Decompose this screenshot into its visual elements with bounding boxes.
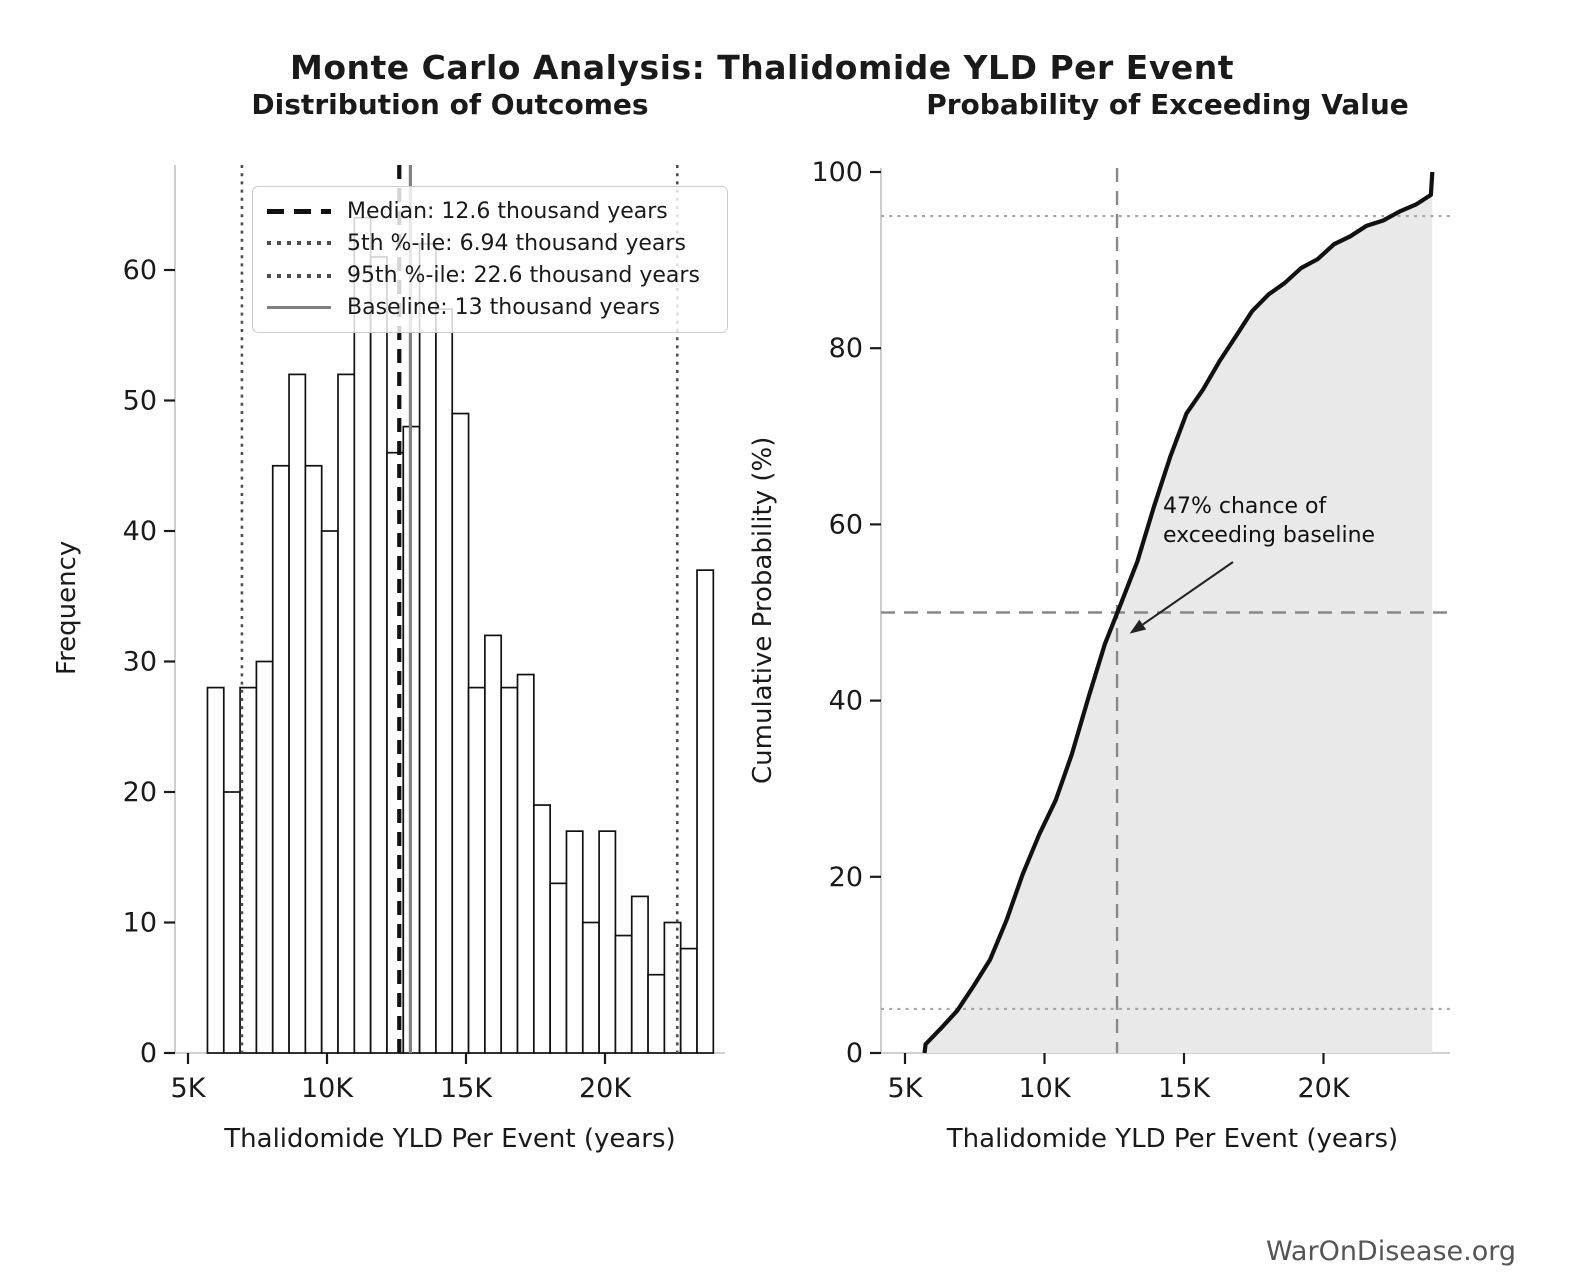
legend-row-p5: [267, 231, 713, 256]
cdf-annotation: [1163, 492, 1375, 550]
legend-baseline-label: Baseline: 13 thousand years: [347, 295, 661, 321]
figure-title: Monte Carlo Analysis: Thalidomide YLD Per Event: [289, 48, 1234, 87]
svg-text:60: 60: [828, 509, 863, 541]
legend-median-label: Median: 12.6 thousand years: [347, 198, 668, 224]
p5-line-swatch: [267, 241, 331, 245]
svg-text:30: 30: [122, 646, 157, 678]
cdf-ylabel: Cumulative Probability (%): [748, 436, 778, 784]
cdf-xlabel: Thalidomide YLD Per Event (years): [946, 1124, 1399, 1154]
svg-text:100: 100: [811, 157, 863, 188]
legend-row-median: [267, 199, 713, 224]
svg-text:0: 0: [845, 1038, 863, 1069]
svg-text:15K: 15K: [439, 1073, 493, 1104]
svg-text:20K: 20K: [1297, 1073, 1350, 1104]
svg-text:10K: 10K: [1018, 1073, 1071, 1104]
p95-line-swatch: [267, 274, 331, 278]
histogram-xlabel: Thalidomide YLD Per Event (years): [224, 1124, 676, 1154]
legend-p95-label: 95th %-ile: 22.6 thousand years: [347, 263, 700, 289]
legend-row-baseline: [267, 295, 713, 320]
svg-text:80: 80: [828, 333, 863, 365]
legend-row-p95: [267, 263, 713, 288]
histogram-legend: [252, 186, 728, 333]
legend-p5-label: 5th %-ile: 6.94 thousand years: [347, 230, 686, 256]
svg-text:20: 20: [828, 861, 863, 893]
cdf-title: Probability of Exceeding Value: [926, 88, 1409, 121]
footer-watermark: WarOnDisease.org: [1265, 1236, 1516, 1267]
svg-text:40: 40: [828, 685, 863, 717]
histogram-ylabel: Frequency: [52, 540, 82, 676]
svg-text:15K: 15K: [1157, 1073, 1211, 1104]
svg-text:10: 10: [122, 907, 157, 939]
svg-text:50: 50: [122, 385, 157, 417]
svg-text:10K: 10K: [300, 1073, 354, 1104]
svg-text:20: 20: [122, 777, 157, 808]
cdf-annotation-line1: 47% chance of: [1163, 494, 1327, 519]
median-line-swatch: [267, 209, 331, 214]
svg-text:40: 40: [122, 516, 157, 547]
histogram-title: Distribution of Outcomes: [251, 88, 649, 121]
svg-text:5K: 5K: [887, 1073, 923, 1104]
svg-text:0: 0: [139, 1038, 157, 1069]
svg-text:5K: 5K: [170, 1073, 206, 1104]
baseline-line-swatch: [267, 306, 331, 309]
svg-text:60: 60: [122, 255, 157, 286]
cdf-annotation-line2: exceeding baseline: [1163, 523, 1376, 549]
svg-text:20K: 20K: [578, 1073, 632, 1104]
